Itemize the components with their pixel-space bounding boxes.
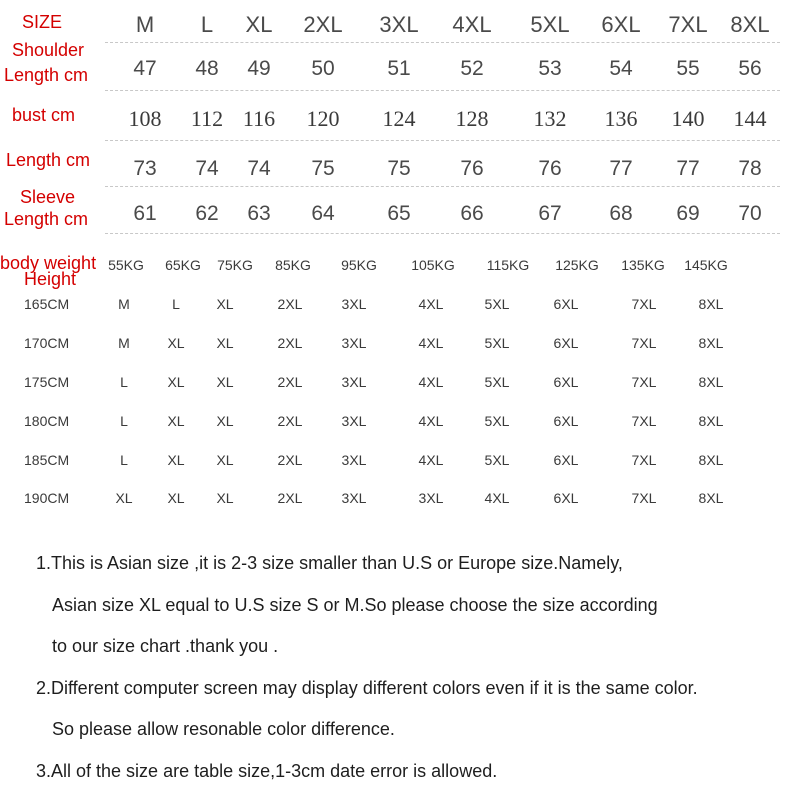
recommended-size-cell: 6XL [553,296,579,312]
recommended-size-cell: 7XL [631,374,657,390]
bust-value: 144 [733,106,767,131]
size-header-cell: 5XL [530,12,570,37]
sleeve-value: 61 [133,202,157,225]
bust-value: 112 [190,106,224,131]
recommended-size-cell: 7XL [631,296,657,312]
recommended-size-cell: 2XL [277,490,303,506]
recommended-size-cell: 4XL [484,490,510,506]
recommended-size-cell: XL [216,374,234,390]
row-divider [105,233,780,234]
sleeve-label-line1: Sleeve [20,187,76,207]
recommended-size-cell: 3XL [341,490,367,506]
weight-header-cell: 115KG [486,257,530,273]
recommended-size-cell: 5XL [484,452,510,468]
recommended-size-cell: 3XL [341,296,367,312]
recommended-size-cell: 6XL [553,335,579,351]
recommended-size-cell: XL [167,452,185,468]
weight-header-cell: 145KG [684,257,728,273]
recommended-size-cell: 8XL [698,374,724,390]
recommended-size-cell: XL [167,374,185,390]
weight-header-cell: 75KG [217,257,253,273]
recommended-size-cell: L [172,296,180,312]
sleeve-value: 64 [311,202,335,225]
note-1: 1.This is Asian size ,it is 2-3 size smaller than U.S or Europe size.Namely, [36,553,623,573]
sleeve-value: 66 [460,202,484,225]
body-weight-label: body weight [0,253,97,273]
note-3: 3.All of the size are table size,1-3cm date error is allowed. [36,761,498,781]
sleeve-value: 67 [538,202,562,225]
length-value: 73 [133,157,157,180]
length-value: 77 [609,157,633,180]
recommended-size-cell: 4XL [418,374,444,390]
height-cell: 185CM [24,452,70,468]
recommended-size-cell: 5XL [484,413,510,429]
recommended-size-cell: M [118,296,130,312]
recommended-size-cell: L [120,374,128,390]
sleeve-label-line2: Length cm [4,209,89,229]
recommended-size-cell: XL [216,413,234,429]
length-value: 75 [311,157,335,180]
bust-value: 132 [533,106,567,131]
weight-header-cell: 105KG [411,257,455,273]
sleeve-value: 62 [195,202,219,225]
recommended-size-cell: 2XL [277,452,303,468]
size-header-cell: 7XL [668,12,708,37]
note-1-continued: Asian size XL equal to U.S size S or M.So please choose the size according [52,595,658,615]
length-value: 78 [738,157,762,180]
row-divider [105,140,780,141]
recommended-size-cell: 8XL [698,296,724,312]
shoulder-value: 51 [387,57,411,80]
length-value: 74 [195,157,219,180]
row-divider [105,186,780,187]
recommended-size-cell: XL [216,296,234,312]
sleeve-value: 69 [676,202,700,225]
sleeve-value: 63 [247,202,271,225]
recommended-size-cell: 3XL [341,374,367,390]
recommended-size-cell: 5XL [484,374,510,390]
shoulder-label-line2: Length cm [4,65,89,85]
bust-value: 120 [306,106,340,131]
sleeve-value: 70 [738,202,762,225]
row-divider [105,90,780,91]
height-cell: 180CM [24,413,70,429]
recommended-size-cell: 5XL [484,335,510,351]
length-label: Length cm [6,150,91,170]
height-label: Height [24,269,77,289]
shoulder-value: 52 [460,57,484,80]
length-value: 75 [387,157,411,180]
size-header-cell: 6XL [601,12,641,37]
recommended-size-cell: 2XL [277,296,303,312]
height-cell: 175CM [24,374,70,390]
recommended-size-cell: 7XL [631,452,657,468]
recommended-size-cell: 7XL [631,335,657,351]
recommended-size-cell: 2XL [277,413,303,429]
weight-header-cell: 85KG [275,257,311,273]
recommended-size-cell: L [120,452,128,468]
recommended-size-cell: XL [216,335,234,351]
size-header-cell: 4XL [452,12,492,37]
recommended-size-cell: 6XL [553,452,579,468]
weight-header-cell: 135KG [621,257,665,273]
bust-value: 108 [128,106,162,131]
recommended-size-cell: 6XL [553,490,579,506]
recommended-size-cell: 4XL [418,296,444,312]
bust-label: bust cm [12,105,76,125]
note-2-continued: So please allow resonable color difference. [52,719,395,739]
shoulder-value: 49 [247,57,271,80]
row-divider [105,42,780,43]
recommended-size-cell: XL [115,490,133,506]
shoulder-label-line1: Shoulder [12,40,85,60]
length-value: 76 [538,157,562,180]
shoulder-value: 56 [738,57,762,80]
sleeve-value: 68 [609,202,633,225]
weight-header-cell: 125KG [555,257,599,273]
length-value: 77 [676,157,700,180]
note-1-end: to our size chart .thank you . [52,636,279,656]
recommended-size-cell: 8XL [698,452,724,468]
recommended-size-cell: 3XL [341,413,367,429]
weight-header-cell: 65KG [165,257,201,273]
recommended-size-cell: 2XL [277,374,303,390]
recommended-size-cell: 8XL [698,490,724,506]
recommended-size-cell: L [120,413,128,429]
size-header-cell: 3XL [379,12,419,37]
shoulder-value: 55 [676,57,700,80]
recommended-size-cell: 4XL [418,452,444,468]
shoulder-value: 53 [538,57,562,80]
size-header-cell: M [135,12,155,37]
height-cell: 170CM [24,335,70,351]
shoulder-value: 54 [609,57,633,80]
size-header-cell: XL [245,12,273,37]
shoulder-value: 50 [311,57,335,80]
size-header-cell: 2XL [303,12,343,37]
note-2: 2.Different computer screen may display different colors even if it is the same color. [36,678,698,698]
recommended-size-cell: M [118,335,130,351]
shoulder-value: 48 [195,57,219,80]
size-header-cell: L [200,12,214,37]
recommended-size-cell: 7XL [631,413,657,429]
length-value: 76 [460,157,484,180]
height-cell: 190CM [24,490,70,506]
bust-value: 136 [604,106,638,131]
recommended-size-cell: 4XL [418,413,444,429]
recommended-size-cell: XL [216,490,234,506]
length-value: 74 [247,157,271,180]
recommended-size-cell: 6XL [553,374,579,390]
weight-header-cell: 55KG [108,257,144,273]
weight-header-cell: 95KG [341,257,377,273]
recommended-size-cell: 3XL [341,452,367,468]
recommended-size-cell: XL [216,452,234,468]
recommended-size-cell: 3XL [341,335,367,351]
bust-value: 116 [242,106,276,131]
recommended-size-cell: 6XL [553,413,579,429]
recommended-size-cell: 8XL [698,335,724,351]
bust-value: 124 [382,106,416,131]
shoulder-value: 47 [133,57,157,80]
recommended-size-cell: XL [167,490,185,506]
size-header-cell: 8XL [730,12,770,37]
recommended-size-cell: 3XL [418,490,444,506]
recommended-size-cell: 2XL [277,335,303,351]
recommended-size-cell: 4XL [418,335,444,351]
recommended-size-cell: XL [167,413,185,429]
height-cell: 165CM [24,296,70,312]
size-label: SIZE [22,12,63,32]
sleeve-value: 65 [387,202,411,225]
recommended-size-cell: 7XL [631,490,657,506]
bust-value: 128 [455,106,489,131]
recommended-size-cell: 5XL [484,296,510,312]
recommended-size-cell: 8XL [698,413,724,429]
recommended-size-cell: XL [167,335,185,351]
bust-value: 140 [671,106,705,131]
